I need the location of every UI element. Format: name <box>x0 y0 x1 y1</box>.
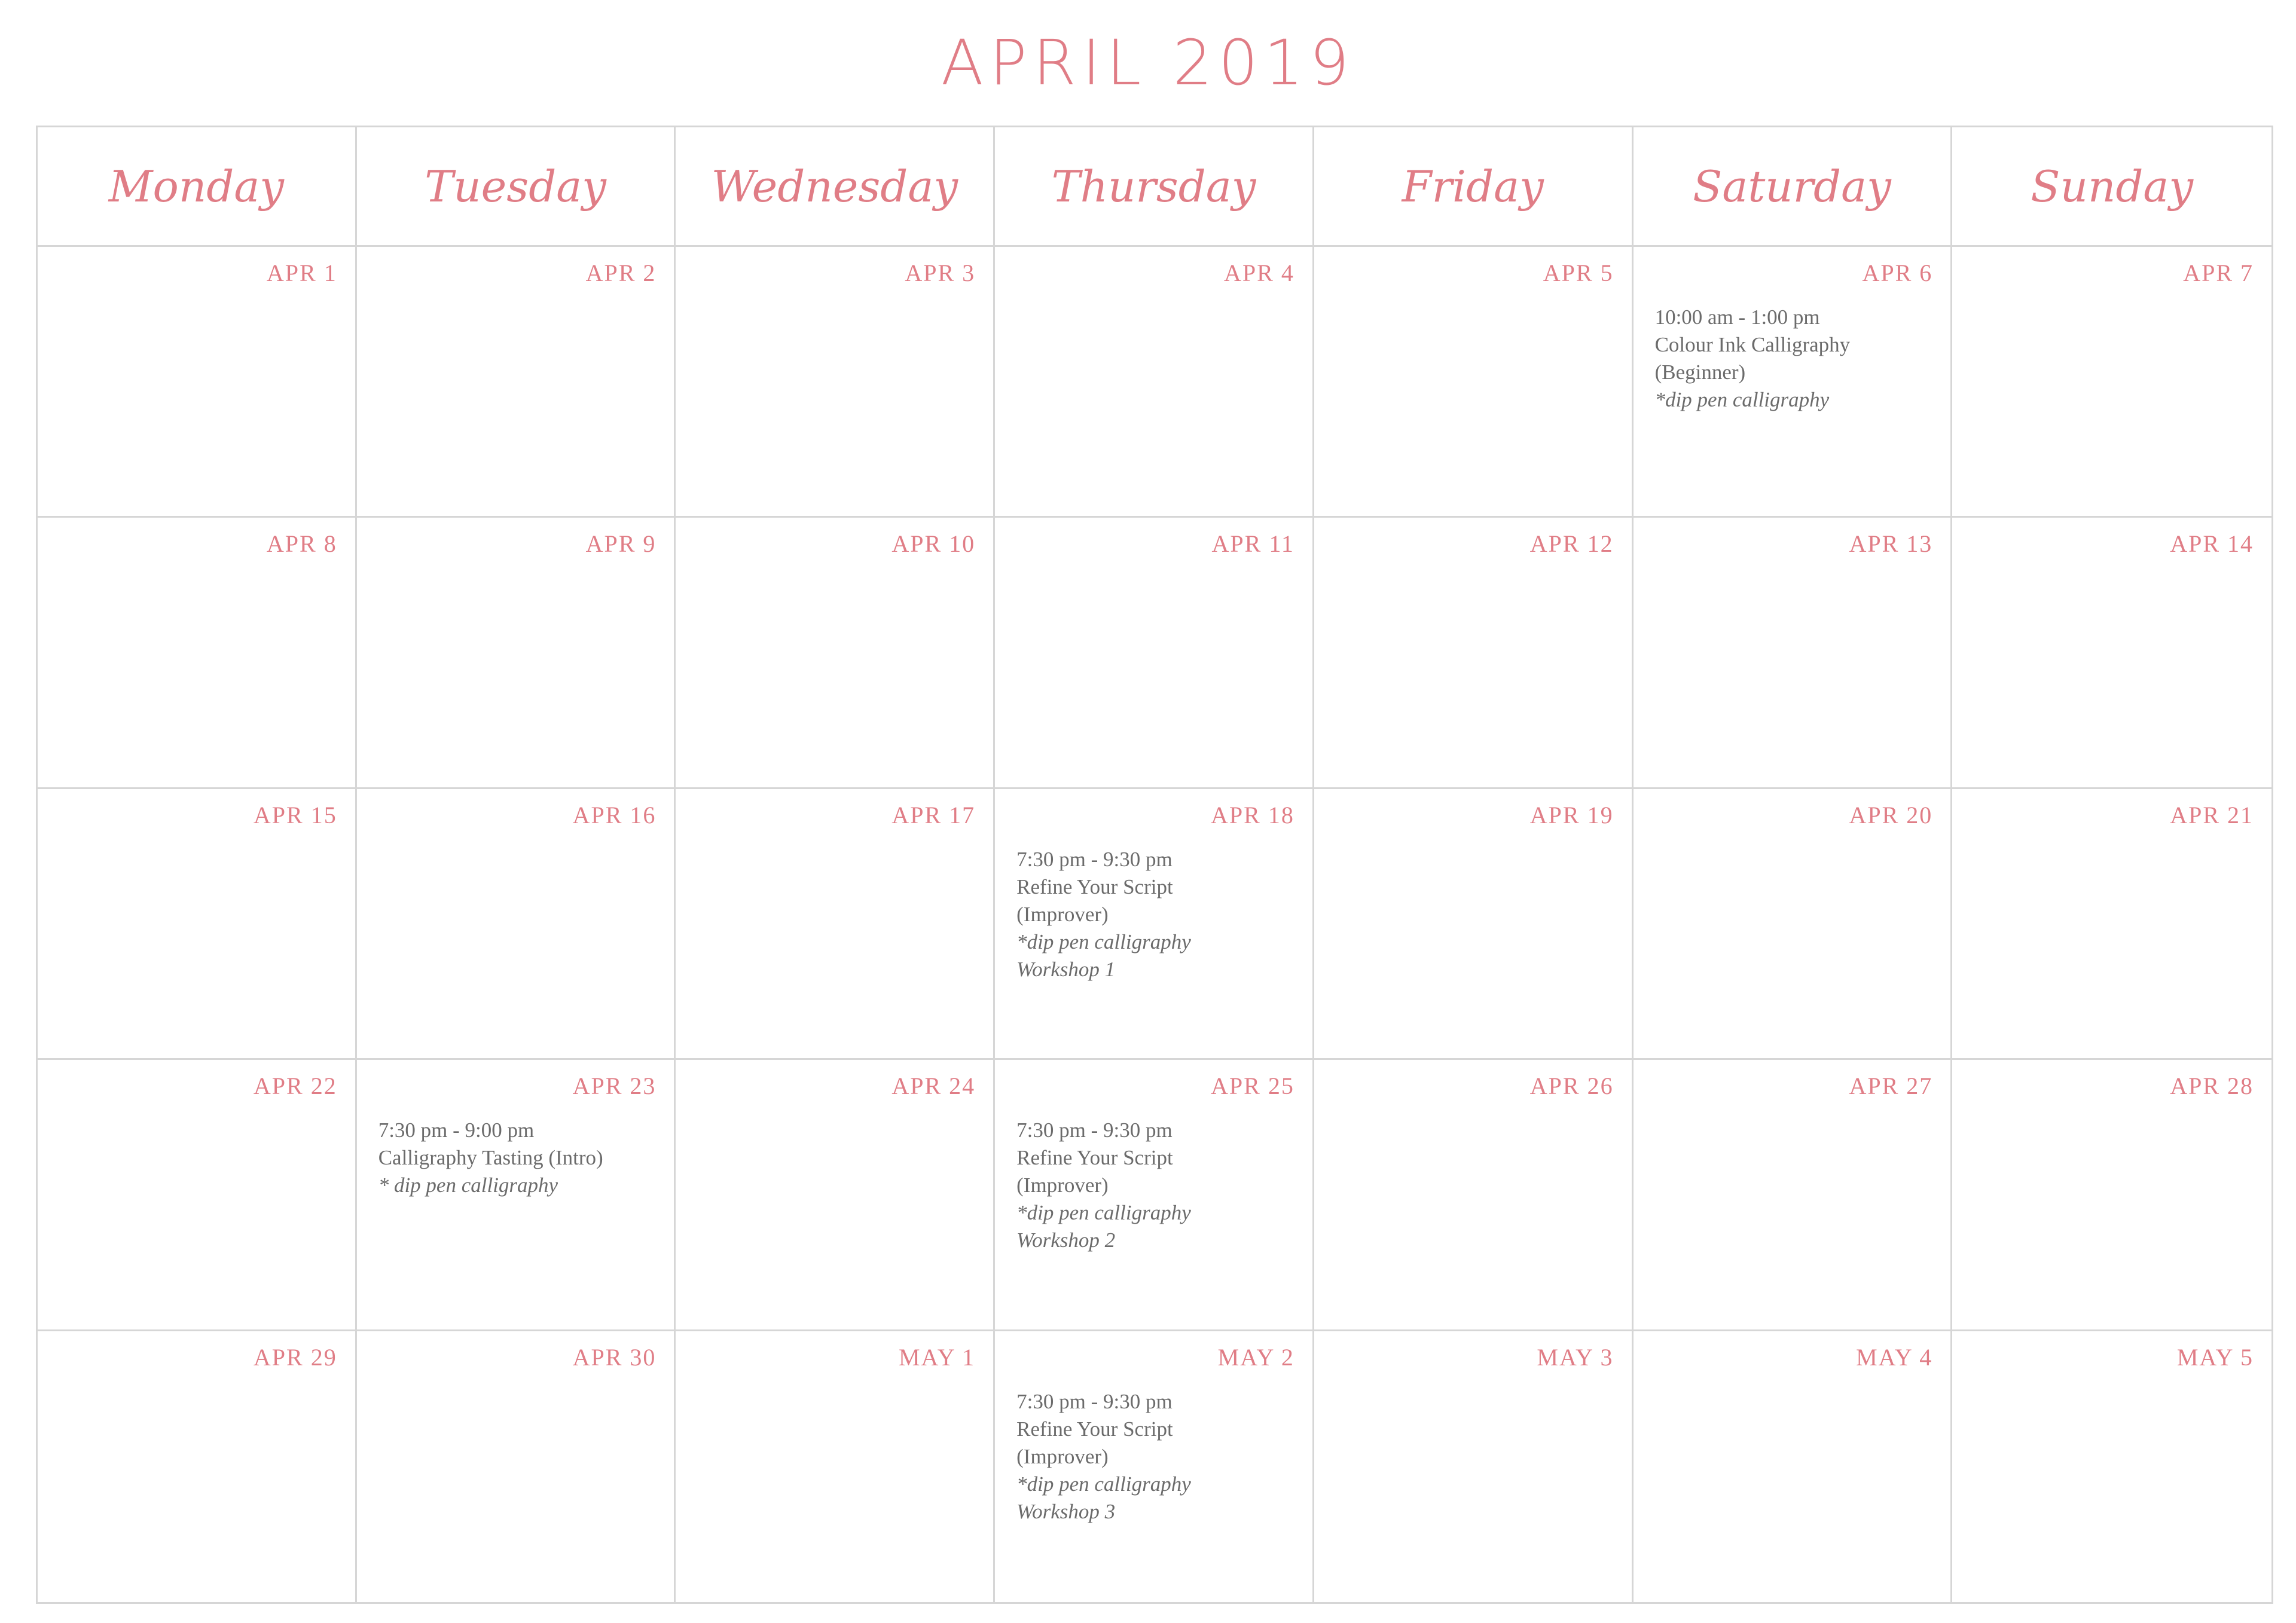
weekday-header-thursday: Thursday <box>995 127 1314 247</box>
day-cell[interactable] <box>38 1331 357 1602</box>
event-line: 7:30 pm - 9:30 pm <box>1016 847 1173 871</box>
day-date: APR 25 <box>1211 1072 1294 1100</box>
event-line: Refine Your Script <box>1016 875 1173 898</box>
event-note: *dip pen calligraphy <box>1016 1472 1191 1496</box>
day-cell[interactable] <box>1314 518 1634 788</box>
event-line: (Improver) <box>1016 902 1109 926</box>
day-date: APR 24 <box>891 1072 976 1100</box>
weekday-header-saturday: Saturday <box>1634 127 1953 247</box>
calendar-event[interactable] <box>1655 304 1945 414</box>
event-note: *dip pen calligraphy <box>1016 1201 1191 1225</box>
event-line: 7:30 pm - 9:30 pm <box>1016 1118 1173 1142</box>
day-date: APR 18 <box>1211 801 1294 829</box>
day-cell[interactable] <box>1952 1331 2271 1602</box>
event-line: Refine Your Script <box>1016 1417 1173 1441</box>
event-note: Workshop 2 <box>1016 1228 1116 1252</box>
day-cell[interactable] <box>357 789 676 1060</box>
event-line: Calligraphy Tasting (Intro) <box>378 1146 603 1170</box>
weekday-header-wednesday: Wednesday <box>676 127 995 247</box>
day-cell[interactable] <box>1952 789 2271 1060</box>
calendar-grid <box>36 126 2273 1604</box>
day-date: APR 26 <box>1529 1072 1614 1100</box>
day-cell[interactable] <box>38 789 357 1060</box>
event-line: (Improver) <box>1016 1444 1109 1468</box>
day-cell[interactable] <box>357 247 676 518</box>
day-cell[interactable] <box>1314 1060 1634 1331</box>
day-date: APR 7 <box>2183 259 2254 286</box>
calendar-event[interactable] <box>1016 846 1306 983</box>
day-cell[interactable] <box>1634 1331 1953 1602</box>
day-date: APR 12 <box>1529 530 1614 558</box>
page-title: APRIL 2019 <box>941 26 1355 99</box>
day-date: APR 2 <box>585 259 657 286</box>
day-cell[interactable] <box>995 518 1314 788</box>
day-date: APR 15 <box>253 801 337 829</box>
day-date: APR 27 <box>1849 1072 1933 1100</box>
day-date: APR 23 <box>572 1072 657 1100</box>
day-cell[interactable] <box>357 518 676 788</box>
day-cell[interactable] <box>1952 247 2271 518</box>
day-date: APR 8 <box>266 530 337 558</box>
day-cell[interactable] <box>995 789 1314 1060</box>
event-note: Workshop 1 <box>1016 957 1116 981</box>
day-cell[interactable] <box>38 518 357 788</box>
day-cell[interactable] <box>995 1060 1314 1331</box>
day-cell[interactable] <box>357 1331 676 1602</box>
day-date: MAY 1 <box>898 1343 976 1371</box>
day-cell[interactable] <box>1314 247 1634 518</box>
day-cell[interactable] <box>1634 789 1953 1060</box>
day-cell[interactable] <box>995 247 1314 518</box>
day-cell[interactable] <box>676 247 995 518</box>
event-line: (Improver) <box>1016 1173 1109 1197</box>
day-cell[interactable] <box>1634 1060 1953 1331</box>
day-cell[interactable] <box>1634 247 1953 518</box>
day-date: APR 30 <box>572 1343 657 1371</box>
day-cell[interactable] <box>995 1331 1314 1602</box>
day-date: APR 22 <box>253 1072 337 1100</box>
weekday-header-sunday: Sunday <box>1952 127 2271 247</box>
day-date: APR 29 <box>253 1343 337 1371</box>
day-cell[interactable] <box>1314 1331 1634 1602</box>
day-date: APR 21 <box>2170 801 2254 829</box>
day-cell[interactable] <box>676 518 995 788</box>
event-line: 7:30 pm - 9:30 pm <box>1016 1389 1173 1413</box>
event-note: *dip pen calligraphy <box>1016 930 1191 953</box>
day-date: APR 9 <box>585 530 657 558</box>
day-cell[interactable] <box>357 1060 676 1331</box>
day-date: APR 17 <box>891 801 976 829</box>
day-date: APR 6 <box>1862 259 1933 286</box>
calendar-event[interactable] <box>1016 1388 1306 1526</box>
day-cell[interactable] <box>1952 1060 2271 1331</box>
event-note: * dip pen calligraphy <box>378 1173 558 1197</box>
day-cell[interactable] <box>676 1060 995 1331</box>
event-line: Refine Your Script <box>1016 1146 1173 1170</box>
day-date: APR 10 <box>891 530 976 558</box>
day-cell[interactable] <box>38 247 357 518</box>
day-date: MAY 4 <box>1856 1343 1933 1371</box>
day-date: APR 3 <box>905 259 976 286</box>
day-date: APR 11 <box>1211 530 1294 558</box>
day-date: APR 14 <box>2170 530 2254 558</box>
day-date: APR 19 <box>1529 801 1614 829</box>
day-date: APR 13 <box>1849 530 1933 558</box>
day-cell[interactable] <box>1634 518 1953 788</box>
calendar-event[interactable] <box>378 1117 668 1199</box>
day-cell[interactable] <box>38 1060 357 1331</box>
day-date: APR 1 <box>266 259 337 286</box>
day-date: APR 20 <box>1849 801 1933 829</box>
day-date: MAY 2 <box>1217 1343 1294 1371</box>
event-line: 7:30 pm - 9:00 pm <box>378 1118 535 1142</box>
day-date: APR 5 <box>1543 259 1614 286</box>
day-date: MAY 3 <box>1537 1343 1614 1371</box>
weekday-header-monday: Monday <box>38 127 357 247</box>
day-cell[interactable] <box>1314 789 1634 1060</box>
calendar-event[interactable] <box>1016 1117 1306 1254</box>
day-date: APR 4 <box>1224 259 1294 286</box>
event-note: *dip pen calligraphy <box>1654 388 1830 411</box>
weekday-header-tuesday: Tuesday <box>357 127 676 247</box>
day-date: MAY 5 <box>2176 1343 2254 1371</box>
event-line: Colour Ink Calligraphy (Beginner) <box>1654 333 1851 384</box>
event-note: Workshop 3 <box>1016 1499 1116 1523</box>
day-cell[interactable] <box>676 789 995 1060</box>
day-cell[interactable] <box>1952 518 2271 788</box>
day-cell[interactable] <box>676 1331 995 1602</box>
event-line: 10:00 am - 1:00 pm <box>1654 305 1820 329</box>
day-date: APR 28 <box>2170 1072 2254 1100</box>
day-date: APR 16 <box>572 801 657 829</box>
weekday-header-friday: Friday <box>1314 127 1634 247</box>
